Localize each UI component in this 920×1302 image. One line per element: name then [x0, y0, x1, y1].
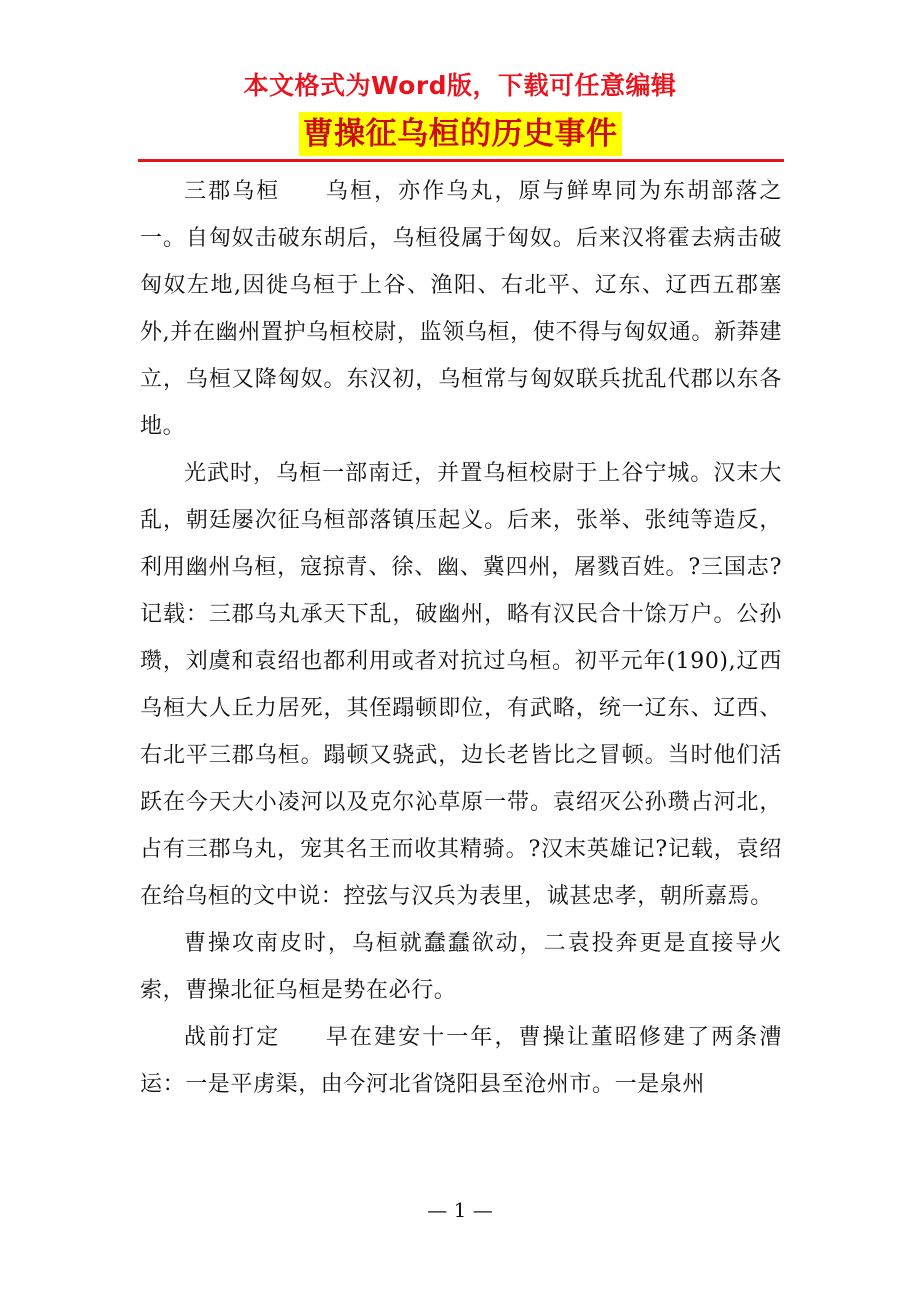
paragraph-text: 早在建安十一年，曹操让董昭修建了两条漕运：一是平虏渠，由今河北省饶阳县至沧州市。一是泉州 — [140, 1025, 783, 1097]
paragraph-text: 乌桓，亦作乌丸，原与鲜卑同为东胡部落之一。自匈奴击破东胡后，乌桓役属于匈奴。后来汉将霍去病击破匈奴左地,因徙乌桓于上谷、渔阳、右北平、辽东、辽西五郡塞外,并在幽州置护乌桓校尉，监领乌桓，使不得与匈奴通。新莽建立，乌桓又降匈奴。东汉初，乌桓常与匈奴联兵扰乱代郡以东各地。 — [140, 179, 783, 439]
paragraph-2 — [140, 450, 782, 920]
section-heading-zhanqian-dading: 战前打定 — [184, 1025, 281, 1050]
paragraph-3 — [140, 920, 782, 1014]
title-divider — [138, 159, 784, 162]
section-heading-sanjun-wuhuan: 三郡乌桓 — [184, 179, 281, 204]
paragraph-1 — [140, 168, 782, 450]
paragraph-text: 光武时，乌桓一部南迁，并置乌桓校尉于上谷宁城。汉末大乱，朝廷屡次征乌桓部落镇压起义。后来，张举、张纯等造反，利用幽州乌桓，寇掠青、徐、幽、冀四州，屠戮百姓。?三国志?记载：三郡乌丸承天下乱，破幽州，略有汉民合十馀万户。公孙瓒，刘虞和袁绍也都利用或者对抗过乌桓。初平元年(190),辽西乌桓大人丘力居死，其侄蹋顿即位，有武略，统一辽东、辽西、右北平三郡乌桓。蹋顿又骁武，边长老皆比之冒顿。当时他们活跃在今天大小凌河以及克尔沁草原一带。袁绍灭公孙瓒占河北，占有三郡乌丸，宠其名王而收其精骑。?汉末英雄记?记载，袁绍在给乌桓的文中说：控弦与汉兵为表里，诚甚忠孝，朝所嘉焉。 — [140, 461, 782, 909]
page-number: — 1 — — [427, 1198, 493, 1222]
paragraph-text: 曹操攻南皮时，乌桓就蠢蠢欲动，二袁投奔更是直接导火索，曹操北征乌桓是势在必行。 — [140, 931, 782, 1003]
document-body — [140, 168, 782, 1108]
paragraph-4 — [140, 1014, 782, 1108]
document-title: 曹操征乌桓的历史事件 — [299, 112, 622, 156]
title-block — [0, 112, 920, 156]
format-notice: 本文格式为Word版，下载可任意编辑 — [243, 71, 677, 100]
